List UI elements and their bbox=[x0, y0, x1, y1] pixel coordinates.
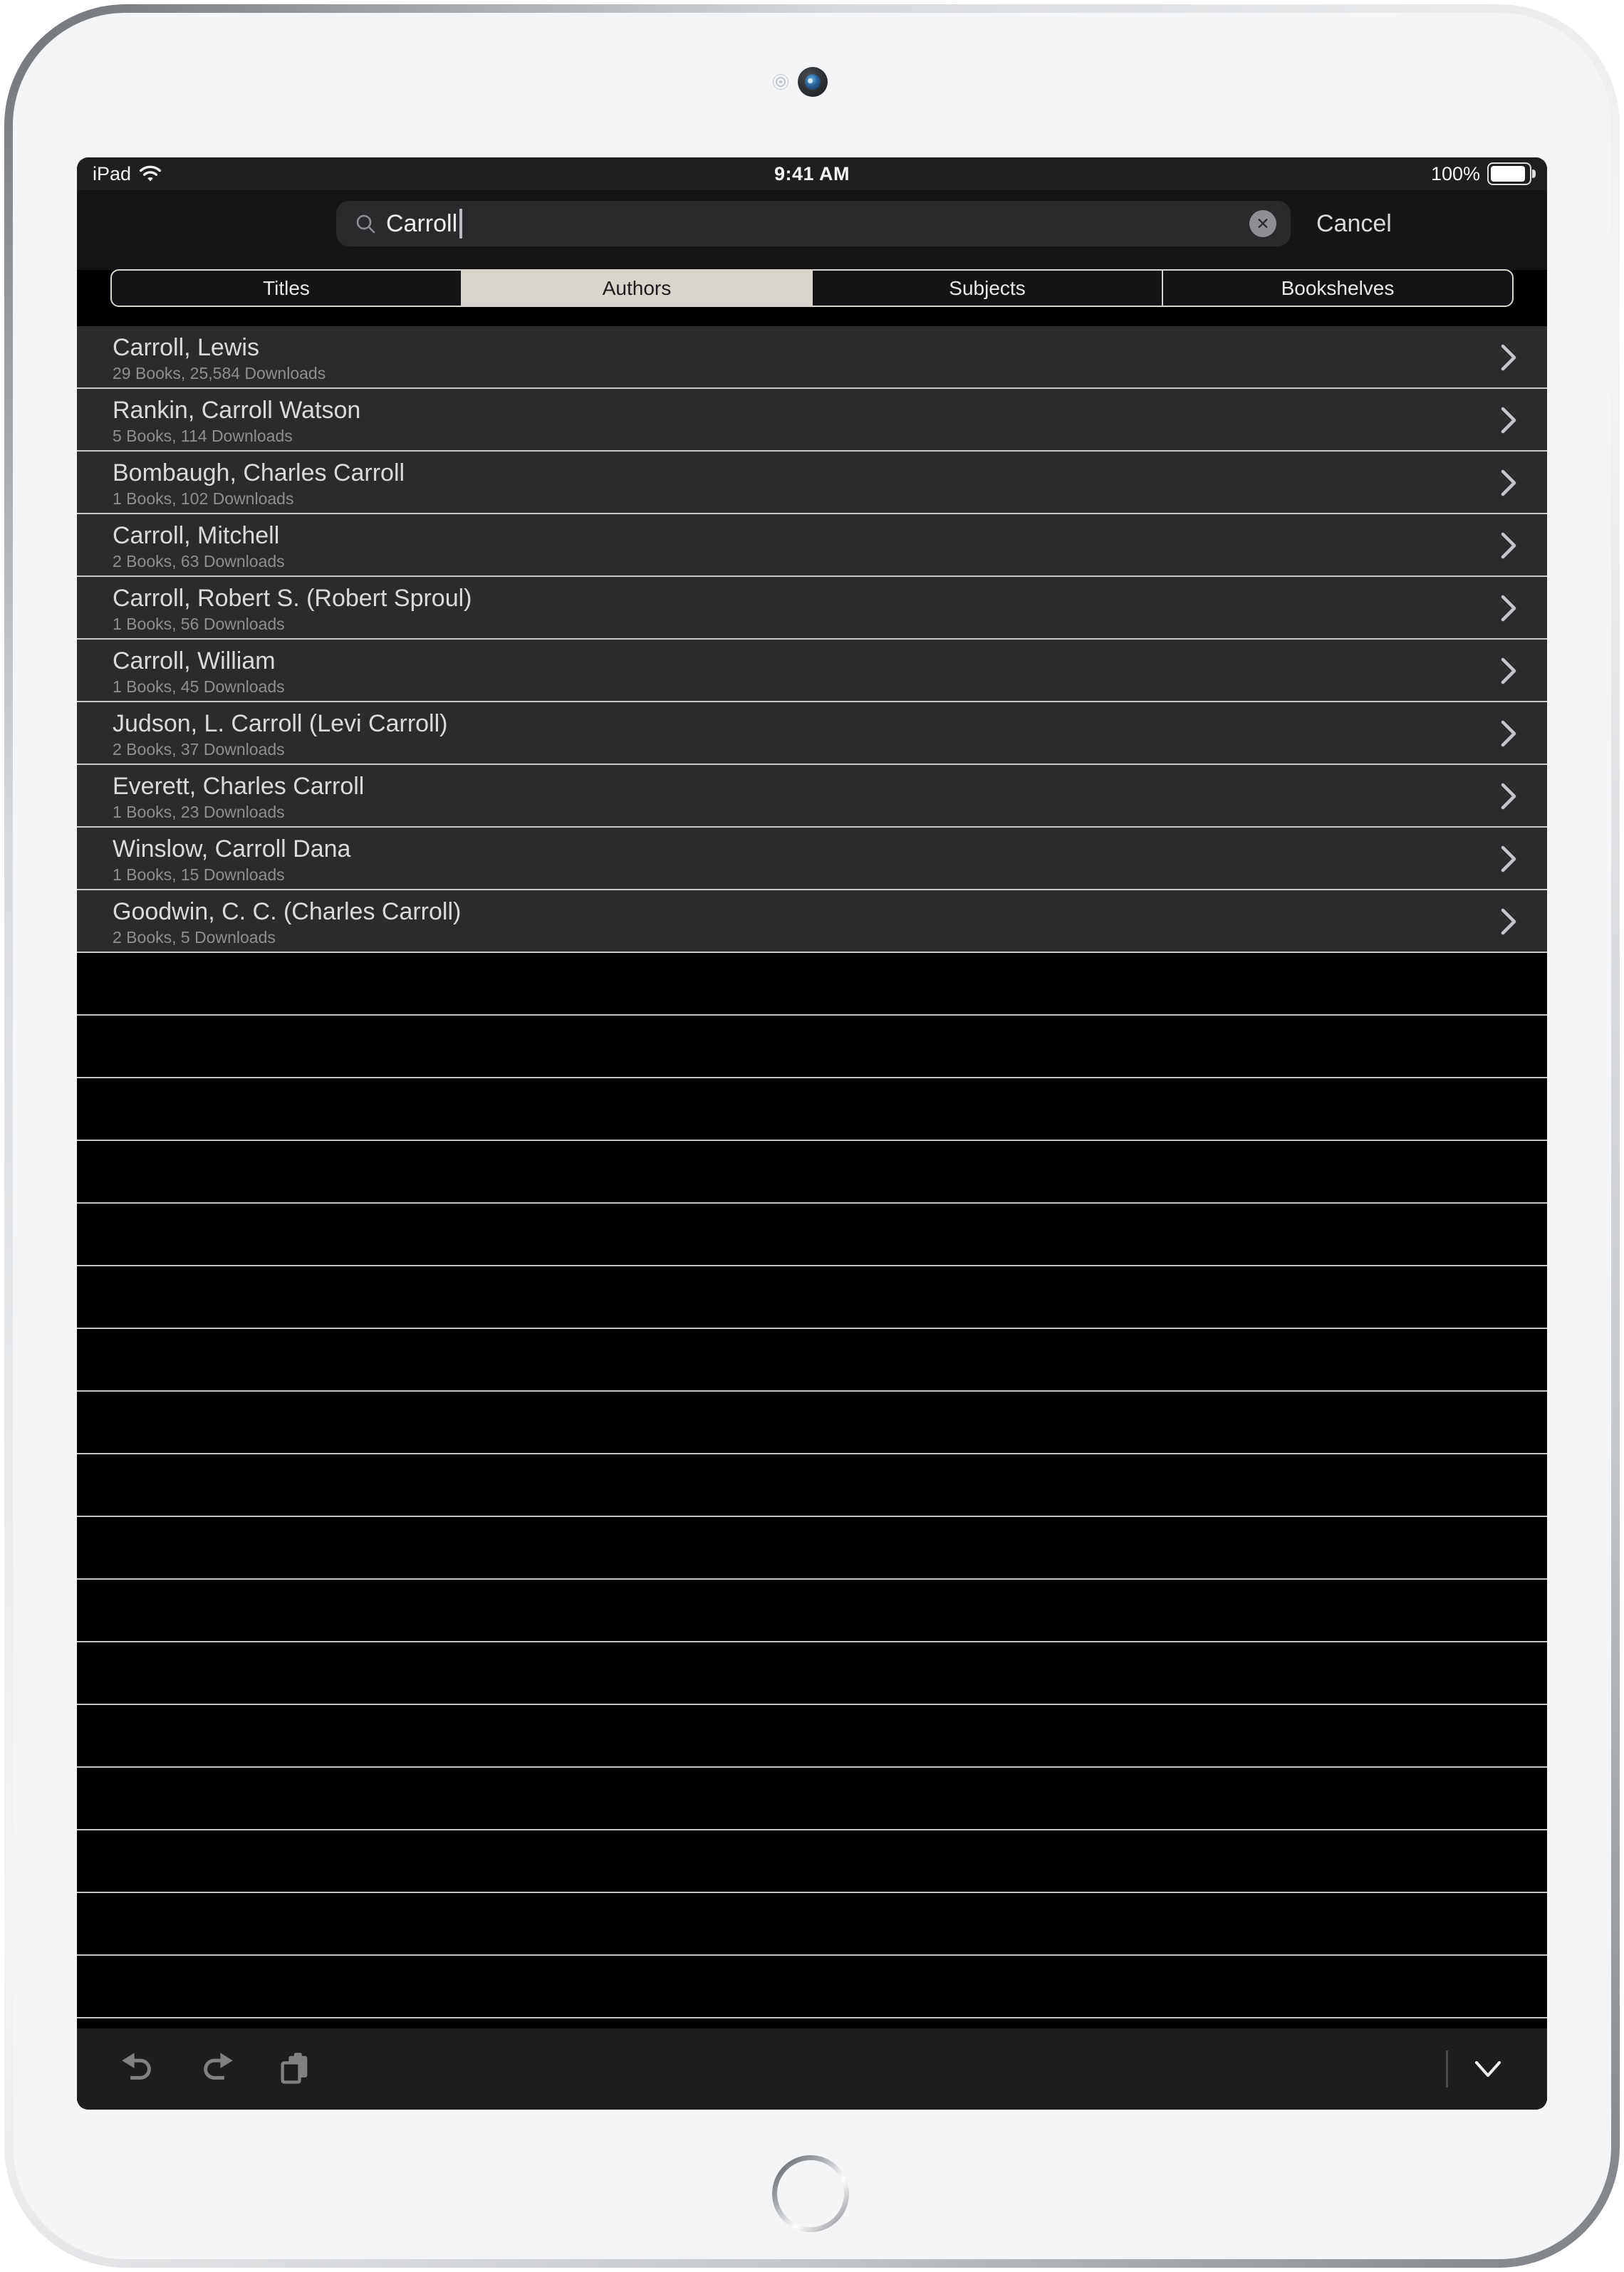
author-meta: 2 Books, 63 Downloads bbox=[113, 552, 285, 570]
author-row[interactable] bbox=[77, 640, 1547, 702]
carrier-label: iPad bbox=[93, 162, 132, 184]
chevron-right-icon bbox=[1500, 719, 1517, 748]
author-meta: 1 Books, 23 Downloads bbox=[113, 803, 285, 821]
author-meta: 2 Books, 5 Downloads bbox=[113, 928, 276, 947]
author-name: Everett, Charles Carroll bbox=[113, 773, 365, 800]
paste-icon bbox=[276, 2050, 313, 2088]
battery-percent-label: 100% bbox=[1430, 162, 1480, 184]
search-bar-section bbox=[77, 190, 1547, 270]
empty-list-row bbox=[77, 1705, 1547, 1768]
tab-subjects[interactable]: Subjects bbox=[811, 271, 1162, 306]
scope-segmented-control bbox=[110, 269, 1514, 307]
empty-list-row bbox=[77, 1141, 1547, 1204]
text-cursor bbox=[459, 209, 462, 239]
author-meta: 1 Books, 45 Downloads bbox=[113, 677, 285, 696]
search-icon bbox=[355, 213, 376, 234]
chevron-down-icon bbox=[1472, 2058, 1504, 2080]
cancel-button[interactable]: Cancel bbox=[1316, 210, 1392, 237]
author-name: Judson, L. Carroll (Levi Carroll) bbox=[113, 710, 448, 737]
status-bar bbox=[77, 157, 1547, 190]
empty-list-row bbox=[77, 1392, 1547, 1454]
empty-list-row bbox=[77, 1016, 1547, 1078]
author-name: Bombaugh, Charles Carroll bbox=[113, 459, 405, 486]
author-row[interactable] bbox=[77, 389, 1547, 452]
app-screen bbox=[77, 157, 1547, 2110]
chevron-right-icon bbox=[1500, 469, 1517, 497]
author-name: Winslow, Carroll Dana bbox=[113, 835, 351, 863]
empty-list-row bbox=[77, 1893, 1547, 1956]
author-meta: 5 Books, 114 Downloads bbox=[113, 427, 293, 445]
home-button[interactable] bbox=[772, 2155, 849, 2232]
chevron-right-icon bbox=[1500, 406, 1517, 434]
author-row[interactable] bbox=[77, 765, 1547, 828]
empty-list-row bbox=[77, 1642, 1547, 1705]
redo-button[interactable] bbox=[198, 2050, 235, 2088]
chevron-right-icon bbox=[1500, 907, 1517, 936]
author-row[interactable] bbox=[77, 828, 1547, 890]
author-name: Rankin, Carroll Watson bbox=[113, 397, 361, 424]
paste-button[interactable] bbox=[276, 2050, 313, 2088]
status-right bbox=[1296, 162, 1531, 185]
author-row[interactable] bbox=[77, 890, 1547, 953]
author-name: Carroll, Lewis bbox=[113, 334, 259, 361]
author-meta: 2 Books, 37 Downloads bbox=[113, 740, 285, 759]
author-meta: 29 Books, 25,584 Downloads bbox=[113, 364, 326, 382]
dismiss-keyboard-button[interactable] bbox=[1464, 2046, 1511, 2092]
chevron-right-icon bbox=[1500, 343, 1517, 372]
clear-search-button[interactable]: ✕ bbox=[1249, 210, 1276, 237]
author-row[interactable] bbox=[77, 326, 1547, 389]
author-name: Carroll, William bbox=[113, 647, 276, 674]
empty-list-row bbox=[77, 1768, 1547, 1830]
redo-icon bbox=[198, 2050, 235, 2088]
tab-titles[interactable]: Titles bbox=[263, 276, 310, 299]
empty-list-row bbox=[77, 1329, 1547, 1392]
front-camera bbox=[798, 67, 828, 97]
tab-authors[interactable]: Authors bbox=[461, 271, 811, 306]
empty-list-row bbox=[77, 1517, 1547, 1580]
author-results-list bbox=[77, 326, 1547, 953]
wifi-icon bbox=[138, 165, 162, 183]
chevron-right-icon bbox=[1500, 531, 1517, 560]
battery-fill bbox=[1491, 166, 1525, 182]
undo-button[interactable] bbox=[120, 2050, 157, 2088]
author-row[interactable] bbox=[77, 702, 1547, 765]
empty-list-row bbox=[77, 1454, 1547, 1517]
empty-list-row bbox=[77, 1830, 1547, 1893]
author-name: Carroll, Robert S. (Robert Sproul) bbox=[113, 585, 472, 612]
battery-nub bbox=[1532, 170, 1536, 178]
author-name: Goodwin, C. C. (Charles Carroll) bbox=[113, 898, 462, 925]
battery-icon bbox=[1487, 162, 1531, 185]
search-input[interactable] bbox=[336, 201, 1291, 246]
chevron-right-icon bbox=[1500, 657, 1517, 685]
chevron-right-icon bbox=[1500, 845, 1517, 873]
author-meta: 1 Books, 15 Downloads bbox=[113, 865, 285, 884]
status-left bbox=[93, 163, 328, 185]
camera-glint bbox=[808, 78, 813, 83]
chevron-right-icon bbox=[1500, 782, 1517, 811]
author-row[interactable] bbox=[77, 514, 1547, 577]
author-name: Carroll, Mitchell bbox=[113, 522, 280, 549]
keyboard-shortcut-bar bbox=[77, 2028, 1547, 2110]
camera-lens-icon bbox=[805, 74, 821, 90]
empty-list-row bbox=[77, 1078, 1547, 1141]
empty-list-row bbox=[77, 1956, 1547, 2018]
empty-list-row bbox=[77, 1204, 1547, 1266]
search-value: Carroll bbox=[386, 209, 458, 237]
chevron-right-icon bbox=[1500, 594, 1517, 622]
empty-list-row bbox=[77, 1266, 1547, 1329]
author-row[interactable] bbox=[77, 452, 1547, 514]
tab-bookshelves[interactable]: Bookshelves bbox=[1162, 271, 1512, 306]
toolbar-left-group bbox=[120, 2028, 313, 2110]
empty-list-row bbox=[77, 953, 1547, 1016]
author-meta: 1 Books, 102 Downloads bbox=[113, 489, 294, 508]
clock: 9:41 AM bbox=[774, 162, 850, 184]
author-meta: 1 Books, 56 Downloads bbox=[113, 615, 285, 633]
toolbar-divider bbox=[1446, 2050, 1448, 2088]
home-button-surface bbox=[777, 2160, 844, 2227]
empty-list-row bbox=[77, 1580, 1547, 1642]
undo-icon bbox=[120, 2050, 157, 2088]
ambient-sensor bbox=[773, 74, 788, 90]
empty-list-area bbox=[77, 953, 1547, 2028]
author-row[interactable] bbox=[77, 577, 1547, 640]
